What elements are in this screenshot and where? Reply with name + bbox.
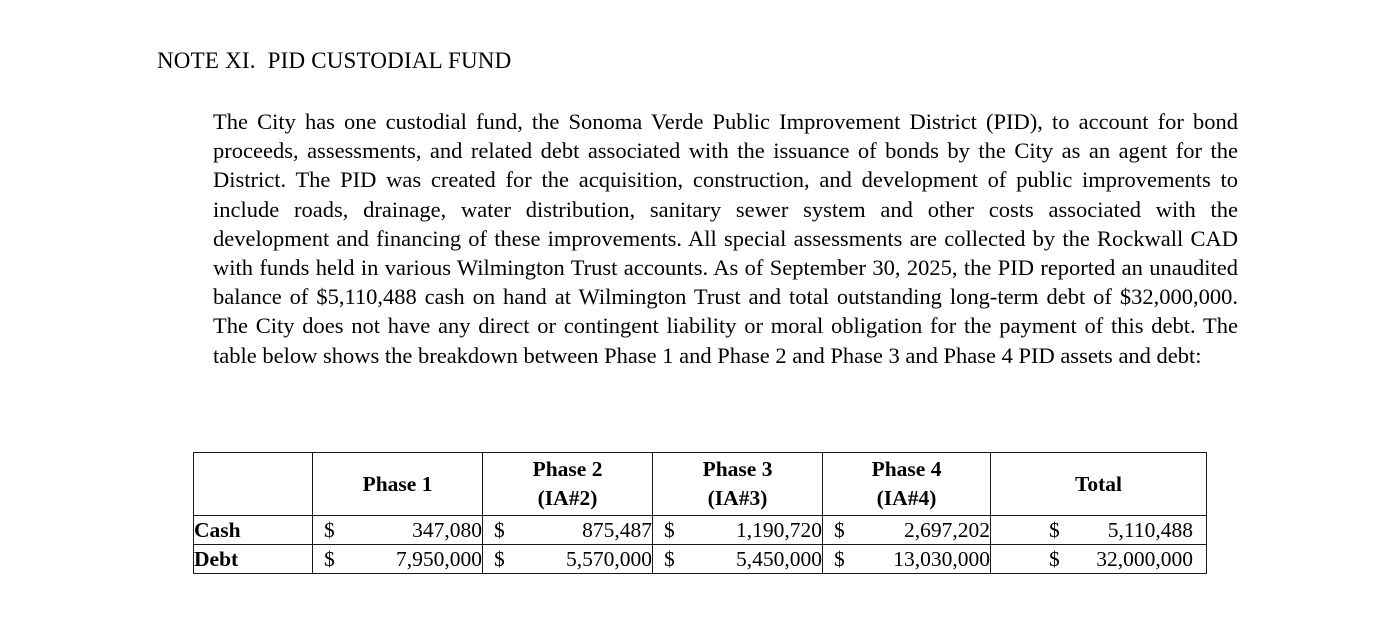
currency-symbol: $ bbox=[834, 518, 845, 542]
column-header-subtitle: (IA#2) bbox=[537, 486, 598, 510]
row-label-debt: Debt bbox=[194, 545, 313, 574]
cell-value: 13,030,000 bbox=[893, 547, 990, 571]
cell-value: 5,570,000 bbox=[566, 547, 652, 571]
pid-breakdown-table bbox=[193, 452, 1207, 574]
table-header-row bbox=[194, 453, 1207, 516]
column-header-subtitle: (IA#3) bbox=[707, 486, 768, 510]
cell-cash-phase-4 bbox=[823, 516, 991, 545]
column-header-total bbox=[991, 453, 1207, 516]
column-header-subtitle: (IA#4) bbox=[876, 486, 937, 510]
column-header-title: Phase 1 bbox=[362, 471, 433, 496]
cell-cash-phase-2 bbox=[483, 516, 653, 545]
currency-symbol: $ bbox=[494, 547, 505, 571]
table-row bbox=[194, 545, 1207, 574]
cell-cash-total bbox=[991, 516, 1207, 545]
column-header-title: Total bbox=[1075, 471, 1122, 496]
cell-value: 1,190,720 bbox=[736, 518, 822, 542]
currency-symbol: $ bbox=[1049, 518, 1060, 542]
cell-cash-phase-3 bbox=[653, 516, 823, 545]
cell-value: 875,487 bbox=[582, 518, 652, 542]
cell-debt-phase-1 bbox=[313, 545, 483, 574]
currency-symbol: $ bbox=[324, 518, 335, 542]
column-header-title: Phase 2 bbox=[532, 457, 603, 481]
currency-symbol: $ bbox=[324, 547, 335, 571]
column-header-phase-2 bbox=[483, 453, 653, 516]
currency-symbol: $ bbox=[1049, 547, 1060, 571]
body-text-block bbox=[213, 107, 1238, 370]
cell-value: 32,000,000 bbox=[1096, 547, 1193, 571]
row-label-cash: Cash bbox=[194, 516, 313, 545]
cell-value: 5,450,000 bbox=[736, 547, 822, 571]
currency-symbol: $ bbox=[834, 547, 845, 571]
currency-symbol: $ bbox=[494, 518, 505, 542]
column-header-title: Phase 3 bbox=[702, 457, 773, 481]
page-title: NOTE XI. PID CUSTODIAL FUND bbox=[157, 48, 512, 73]
column-header-phase-4 bbox=[823, 453, 991, 516]
cell-value: 7,950,000 bbox=[396, 547, 482, 571]
table-row bbox=[194, 516, 1207, 545]
note-paragraph: The City has one custodial fund, the Sonoma Verde Public Improvement District (PID), to account for bond proceeds, assessments, and related debt associated with the issuance of bonds by the City as an agent for the District. The PID was created for the acquisition, construction, and development of public improvements to include roads, drainage, water distribution, sanitary sewer system and other costs associated with the development and financing of these improvements. All special assessments are collected by the Rockwall CAD with funds held in various Wilmington Trust accounts. As of September 30, 2025, the PID reported an unaudited balance of $5,110,488 cash on hand at Wilmington Trust and total outstanding long-term debt of $32,000,000. The City does not have any direct or contingent liability or moral obligation for the payment of this debt. The table below shows the breakdown between Phase 1 and Phase 2 and Phase 3 and Phase 4 PID assets and debt: bbox=[213, 109, 1238, 368]
pid-breakdown-table-container bbox=[193, 452, 1206, 574]
currency-symbol: $ bbox=[664, 518, 675, 542]
table-corner-cell bbox=[194, 453, 313, 516]
currency-symbol: $ bbox=[664, 547, 675, 571]
cell-debt-total bbox=[991, 545, 1207, 574]
cell-cash-phase-1 bbox=[313, 516, 483, 545]
cell-value: 2,697,202 bbox=[904, 518, 990, 542]
column-header-title: Phase 4 bbox=[871, 457, 942, 481]
column-header-phase-1 bbox=[313, 453, 483, 516]
cell-value: 5,110,488 bbox=[1107, 518, 1193, 542]
column-header-phase-3 bbox=[653, 453, 823, 516]
cell-value: 347,080 bbox=[412, 518, 482, 542]
cell-debt-phase-4 bbox=[823, 545, 991, 574]
cell-debt-phase-3 bbox=[653, 545, 823, 574]
cell-debt-phase-2 bbox=[483, 545, 653, 574]
